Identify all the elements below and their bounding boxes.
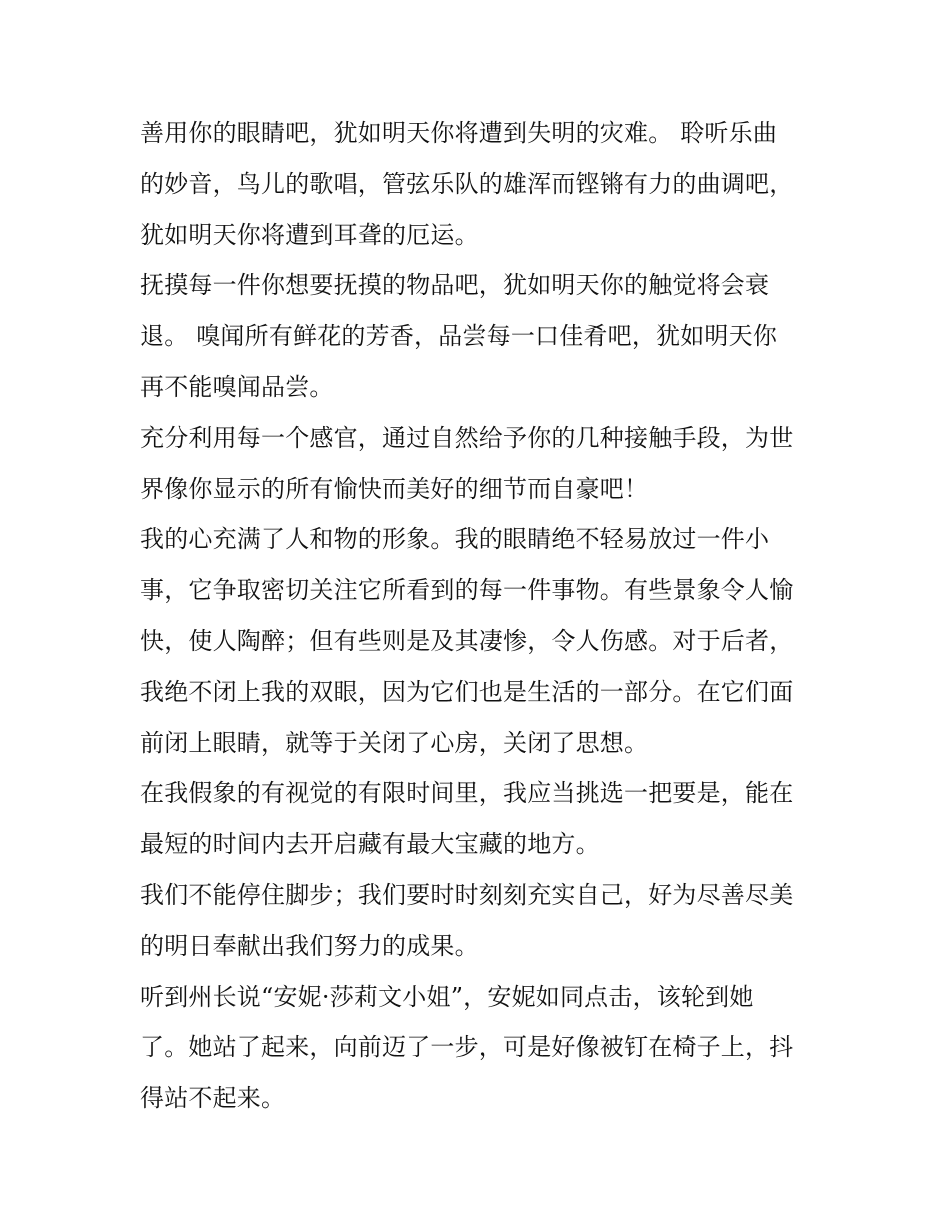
text-line: 充分利用每一个感官，通过自然给予你的几种接触手段，为世 <box>140 423 794 452</box>
text-line: 的妙音，鸟儿的歌唱，管弦乐队的雄浑而铿锵有力的曲调吧， <box>140 169 794 198</box>
body-text <box>140 108 820 1124</box>
paragraph-3 <box>140 413 820 515</box>
text-line: 最短的时间内去开启藏有最大宝藏的地方。 <box>140 830 600 859</box>
text-line: 了。她站了起来，向前迈了一步，可是好像被钉在椅子上，抖 <box>140 1033 794 1062</box>
text-line: 善用你的眼睛吧，犹如明天你将遭到失明的灾难。 聆听乐曲 <box>140 119 778 147</box>
paragraph-4 <box>140 514 820 768</box>
text-line: 听到州长说“安妮·莎莉文小姐”，安妮如同点击，该轮到她 <box>140 982 754 1011</box>
text-line: 界像你显示的所有愉快而美好的细节而自豪吧！ <box>140 474 649 503</box>
paragraph-7 <box>140 972 820 1124</box>
text-line: 退。 嗅闻所有鲜花的芳香，品尝每一口佳肴吧，犹如明天你 <box>140 322 778 351</box>
text-line: 得站不起来。 <box>140 1084 286 1113</box>
text-line: 的明日奉献出我们努力的成果。 <box>140 931 479 960</box>
text-line: 前闭上眼睛，就等于关闭了心房，关闭了思想。 <box>140 728 649 757</box>
text-line: 我的心充满了人和物的形象。我的眼睛绝不轻易放过一件小 <box>140 525 770 554</box>
text-line: 抚摸每一件你想要抚摸的物品吧，犹如明天你的触觉将会衰 <box>140 271 770 300</box>
text-line: 我绝不闭上我的双眼，因为它们也是生活的一部分。在它们面 <box>140 677 794 706</box>
text-line: 我们不能停住脚步；我们要时时刻刻充实自己，好为尽善尽美 <box>140 880 794 909</box>
text-line: 再不能嗅闻品尝。 <box>140 372 334 401</box>
text-line: 犹如明天你将遭到耳聋的厄运。 <box>140 220 479 249</box>
paragraph-1 <box>140 108 820 260</box>
text-line: 快，使人陶醉；但有些则是及其凄惨，令人伤感。对于后者， <box>140 626 794 655</box>
paragraph-6 <box>140 870 820 972</box>
text-line: 在我假象的有视觉的有限时间里，我应当挑选一把要是，能在 <box>140 779 794 808</box>
text-line: 事，它争取密切关注它所看到的每一件事物。有些景象令人愉 <box>140 576 794 605</box>
paragraph-5 <box>140 768 820 870</box>
paragraph-2 <box>140 260 820 412</box>
